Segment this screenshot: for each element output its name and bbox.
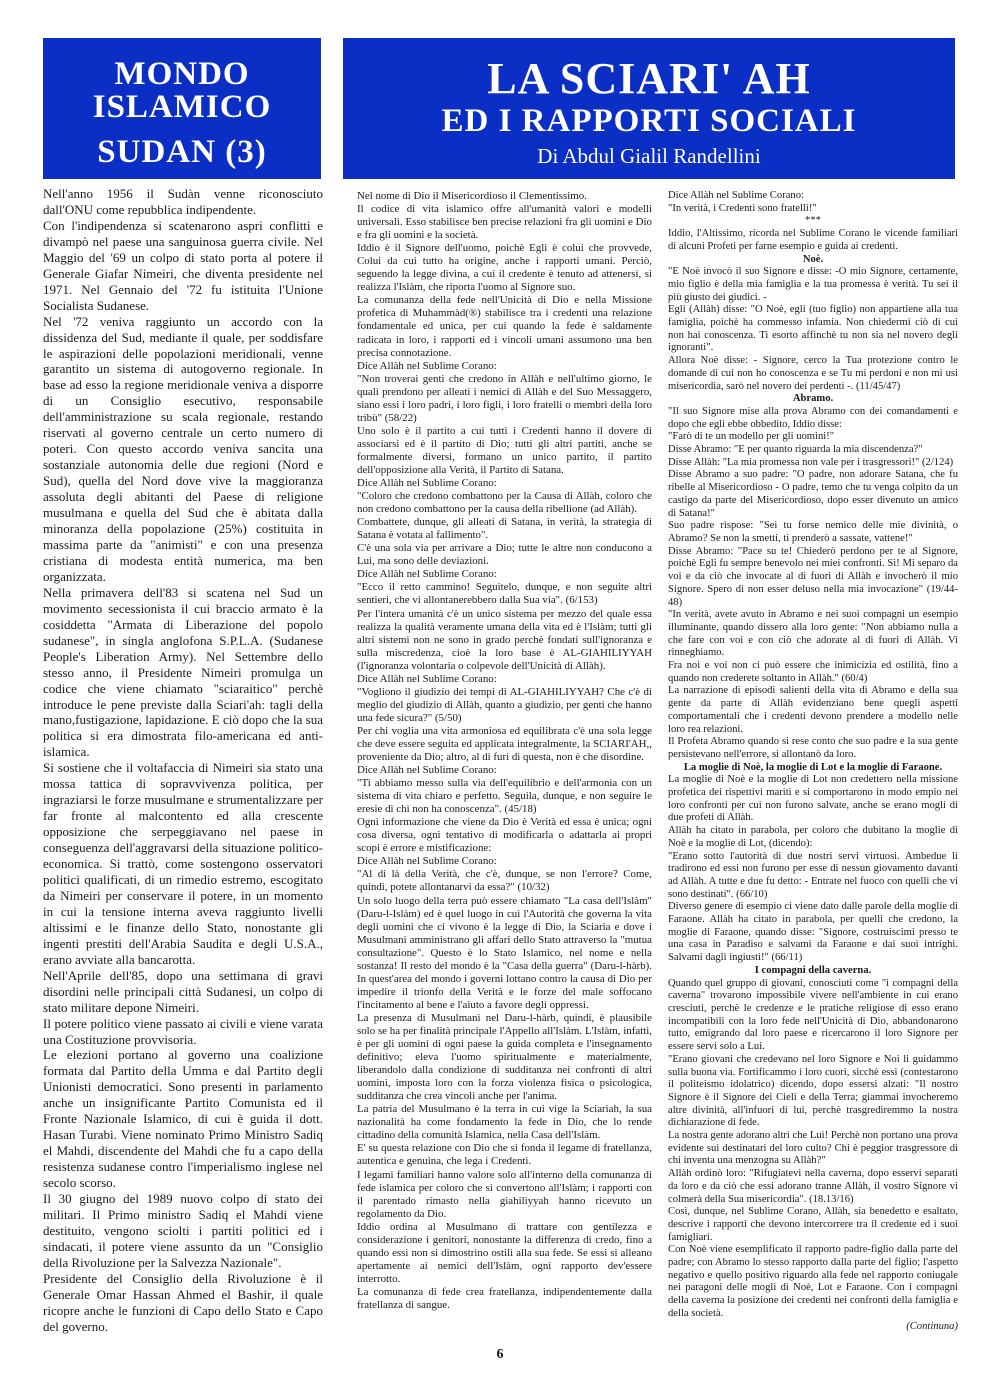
paragraph: Iddio è il Signore dell'uomo, poichè Egli è colui che provvede, Colui da cui tutto ha origine, anche i rapporti umani. Perciò, seguendo la legge divina, a cui il credente è tenuto ad attenersi, si realizza l'Islàm, che riporta l'uomo al Signore suo. [357, 242, 652, 294]
paragraph: Un solo luogo della terra può essere chiamato "La casa dell'Islàm" (Daru-l-Islàm) ed è quel luogo in cui l'Autorità che governa la vita degli uomini che ci vivono è la legge di Dio, la Sciaria e dove i Musulmani amministrano gli affari dello Stato attraverso la "mutua consultazione". Questo è lo Stato Islamico, nel nome e nella sostanza! Il resto del mondo è la "Casa della guerra" (Daru-l-hàrb). In quest'area del mondo i governi lottano contro la causa di Dio per impedire il trionfo della Verità e le forze del male soffocano l'incitamento al bene e l'aiuto a favore degli oppressi. [357, 894, 652, 1011]
paragraph: La patria del Musulmano è la terra in cui vige la Sciariah, la sua nazionalità ha come fondamento la fede in Dio, che lo rende cittadino della comunità Islamica, nella Casa dell'Islàm. [357, 1103, 652, 1142]
paragraph: Dice Allàh nel Sublime Corano: [357, 568, 497, 581]
paragraph: Il Profeta Abramo quando si rese conto che suo padre e la sua gente persistevano nell'errore, si allontanò da loro. [668, 736, 958, 760]
article-subtitle: ED I RAPPORTI SOCIALI [441, 103, 857, 139]
paragraph: Ogni informazione che viene da Dio è Verità ed essa è unica; ogni cosa diversa, ogni tentativo di modificarla o adattarla ai propri scopi è errore e mistificazione: [357, 816, 652, 855]
paragraph: Nell'anno 1956 il Sudàn venne riconosciuto dall'ONU come repubblica indipendente. [43, 186, 323, 217]
sciariah-article-column-1 [357, 190, 652, 1312]
paragraph: "E Noè invocò il suo Signore e disse: -O mio Signore, certamente, mio figlio è della mia famiglia e la tua promessa è verità. Tu sei il più giusto dei giudici. - [668, 266, 958, 303]
paragraph: Così, dunque, nel Sublime Corano, Allàh, sia benedetto e esaltato, descrive i rapporti che devono intercorrere tra il credente ed i suoi famigliari. [668, 1206, 958, 1243]
separator-stars: *** [805, 215, 821, 227]
paragraph: La comunanza della fede nell'Unicità di Dio e nella Missione profetica di Muhammàd(®) stabilisce tra i credenti una relazione fondamentale ed unica, per cui quando la fede è saldamente radicata in loro, i rapporti ed i vincoli umani assumono una ben precisa connotazione. [357, 294, 652, 359]
sciariah-article-column-2 [668, 190, 958, 1333]
article-title: LA SCIARI' AH [487, 54, 811, 103]
subheading-abramo: Abramo. [792, 393, 834, 405]
subheading-noe: Noè. [802, 253, 824, 265]
paragraph: Egli (Allàh) disse: "O Noè, egli (tuo figlio) non appartiene alla tua famiglia, poichè ha commesso infamia. Non chiedermi ciò di cui non hai conoscenza. Ti esorto affinchè tu non sia nel novero degli ignoranti". [668, 304, 958, 354]
paragraph: Il codice di vita islamico offre all'umanità valori e modelli universali. Esso stabilisce ben precise relazioni fra gli uomini e Dio e fra gli uomini e la società. [357, 203, 652, 242]
paragraph: Dice Allàh nel Sublime Corano: [357, 672, 497, 685]
paragraph: "Ecco il retto cammino! Seguitelo, dunque, e non seguite altri sentieri, che vi allontanerebbero dalla Sua via". (6/153) [357, 581, 652, 607]
paragraph: Si sostiene che il voltafaccia di Nimeiri sia stato una mossa tattica di sopravvivenza politica, per ingraziarsi le forze musulmane e strumentalizzare per far fronte al malcontento ed alla crescente opposizione che serpeggiavano nel paese in conseguenza dell'aggravarsi della situazione politico-economica. Si trattò, come sostengono osservatori politici qualificati, di un rimedio estremo, escogitato da Nimeiri per conservare il potere, in un momento in cui la tensione interna aveva raggiunto livelli altissimi e le finanze dello Stato, nonostante gli ingenti prestiti dell'Arabia Saudita e degli U.S.A., erano avviate alla bancarotta. [43, 760, 323, 967]
paragraph: Iddio, l'Altissimo, ricorda nel Sublime Corano le vicende familiari di alcuni Profeti per farne esempio e guida ai credenti. [668, 228, 958, 252]
paragraph: "In verità, avete avuto in Abramo e nei suoi compagni un esempio illuminante, quando dissero alla loro gente: "Non abbiamo nulla a che fare con voi e con ciò che adorate al di fuori di Allàh. Vi rinneghiamo. [668, 609, 958, 659]
paragraph: Quando quel gruppo di giovani, conosciuti come "i compagni della caverna" trovarono impossibile vivere nell'ambiente in cui erano cresciuti, perchè le credenze e le pratiche religiose di esso erano incompatibili con la loro fede nell'Unicità di Dio, abbandonarono tutto, emigrando dal loro paese e ricercarono il loro Signore per essere servi solo a Lui. [668, 977, 958, 1053]
paragraph: Il 30 giugno del 1989 nuovo colpo di stato dei militari. Il Primo ministro Sadiq el Mahdi viene destituito, vengono sciolti i partiti politici ed i sindacati, il potere viene assunto da un "Consiglio della Rivoluzione per la Salvezza Nazionale". [43, 1191, 323, 1270]
paragraph: La presenza di Musulmani nel Daru-l-hàrb, quindi, è plausibile solo se ha per finalità principale l'Appello all'Islàm. L'Islàm, infatti, è per gli uomini di ogni paese la guida completa e l'insegnamento definitivo; eleva l'uomo spiritualmente e materialmente, liberandolo dalla condizione di sudditanza nei confronti di altri uomini, imposta loro con la forza violenza fisica o psicologica, sudditanza che crea vincoli anche per l'anima. [357, 1011, 652, 1103]
paragraph: Presidente del Consiglio della Rivoluzione è il Generale Omar Hassan Ahmed el Bashir, il quale ricopre anche le funzioni di Capo dello Stato e Capo del governo. [43, 1270, 323, 1334]
paragraph: La narrazione di episodi salienti della vita di Abramo e della sua gente da parte di Allàh evidenziano bene quegli aspetti comportamentali che i credenti devono prendere a modello nelle loro rea relazioni. [668, 685, 958, 735]
subheading-caverna: I compagni della caverna. [754, 964, 872, 976]
paragraph: La moglie di Noè e la moglie di Lot non credettero nella missione profetica dei rispettivi mariti e si comportarono in modo empio nei loro confronti per cui non furono salvate, anche se erano mogli di due profeti di Allàh. [668, 774, 958, 824]
paragraph: Dice Allàh nel Sublime Corano: [668, 190, 804, 201]
paragraph: C'è una sola via per arrivare a Dio; tutte le altre non conducono a Lui, ma sono delle deviazioni. [357, 542, 652, 568]
paragraph: Nella primavera dell'83 si scatena nel Sud un movimento secessionista il cui braccio armato è la cosiddetta "Armata di Liberazione del popolo sudanese", in singla anglofona S.P.L.A. (Sudanese People's Liberation Army). Nel Settembre dello stesso anno, il Presidente Nimeiri promulga un codice che viene chiamato "sciaraitico" perchè introduce le pene previste dalla Sciari'ah: tagli della mano,fustigazione, lapidazione. E ciò dopo che la sua politica si era dimostrata filo-americana ed anti-islamica. [43, 584, 323, 760]
paragraph: Combattete, dunque, gli alleati di Satana, in verità, la strategia di Satana è votata al fallimento". [357, 516, 652, 542]
paragraph: Per l'intera umanità c'è un unico sistema per mezzo del quale essa realizza la qualità veramente umana della vita ed è l'Islàm; tutti gli altri sistemi non ne sono in grado perchè fondati sull'ignoranza e sulla miscredenza, cioè la loro base è AL-GIAHILIYYAH (l'ignoranza volontaria o colpevole dell'Unicità di Allàh). [357, 607, 652, 672]
article-banner [343, 38, 955, 179]
paragraph: Disse Abramo: "Pace su te! Chiederò perdono per te al Signore, poichè Egli fu sempre benevolo nei miei confronti. Sì! Mi separo da voi e da ciò che invocate al di fuori di Allàh e invocherò il mio Signore. Spero di non esser deluso nella mia invocazione" (19/44-48) [668, 545, 958, 608]
article-byline: Di Abdul Gialil Randellini [537, 144, 761, 168]
paragraph: I legami familiari hanno valore solo all'interno della comunanza di fede islamica per coloro che si convertono all'Islàm; i rapporti con il parentado rimasto nella giahiliyyah hanno ricevuto un regolamento da Dio. [357, 1168, 652, 1220]
paragraph: Nel '72 veniva raggiunto un accordo con la dissidenza del Sud, mediante il quale, per soddisfare le aspirazioni delle popolazioni meridionali, venne garantito un sistema di autogoverno regionale. In base ad esso la regione meridionale veniva a disporre di un Consiglio esecutivo, responsabile dell'amministrazione su scala regionale, restando riservati al governo centrale un certo numero di poteri. Con questo accordo veniva sancita una sostanziale autonomia delle due regioni (Nord e Sud), quella del Nord dove vive la maggioranza assoluta degli abitanti del Paese di religione musulmana e quella del Sud che è abitata dalla minoranza della popolazione (25%) costituita in massima parte da "animisti" e con una presenza cristiana di modesta entità numerica, ma ben organizzata. [43, 313, 323, 584]
continued-note: (Continuna) [906, 1320, 958, 1332]
paragraph: Disse Allàh: "La mia promessa non vale per i trasgressori!" (2/124) [668, 456, 954, 468]
paragraph: Fra noi e voi non ci può essere che inimicizia ed ostilità, fino a quando non crederete soltanto in Allàh." (60/4) [668, 660, 958, 684]
paragraph: Le elezioni portano al governo una coalizione formata dal Partito della Umma e dal Partito degli Unionisti democratici. Sono presenti in parlamento anche un insignificante Partito Comunista ed il Fronte Nazionale Islamico, di cui è guida il dott. Hasan Turabi. Viene nominato Primo Ministro Sadiq el Mahdi, discendente del Mahdi che fu a capo della resistenza sudanese contro l'imperialismo inglese nel secolo scorso. [43, 1047, 323, 1191]
paragraph: Con l'indipendenza si scatenarono aspri conflitti e divampò nel paese una sanguinosa guerra civile. Nel Maggio del '69 un colpo di stato porta al potere il Generale Giafar Nimeiri, che diventa presidente nel 1971. Nel Gennaio del '72 fu istituita l'Unione Socialista Sudanese. [43, 217, 323, 313]
paragraph: Disse Abramo: "E per quanto riguarda la mia discendenza?" [668, 444, 923, 456]
section-subtitle: SUDAN (3) [97, 134, 267, 170]
section-title-line2: ISLAMICO [92, 89, 272, 125]
paragraph: Dice Allàh nel Sublime Corano: [357, 855, 497, 868]
paragraph: La comunanza di fede crea fratellanza, indipendentemente dalla fratellanza di sangue. [357, 1285, 652, 1311]
paragraph: Nell'Aprile dell'85, dopo una settimana di gravi disordini nelle principali città Sudanesi, un colpo di stato militare depone Nimeiri. [43, 967, 323, 1015]
paragraph: "Al di là della Verità, che c'è, dunque, se non l'errore? Come, quindi, potete allontanarvi da essa?" (10/32) [357, 868, 652, 894]
paragraph: Per chi voglia una vita armoniosa ed equilibrata c'è una sola legge che deve essere seguita ed applicata integralmente, la SCIARI'AH,, proveniente da Dio; altro, al di furi di questa, non è che disordine. [357, 724, 652, 764]
paragraph: Allora Noè disse: - Signore, cerco la Tua protezione contro le domande di cui non ho conoscenza e se Tu mi perdoni e non mi usi misericordia, sarò nel novero dei perdenti -. (11/45/47) [668, 355, 958, 392]
subheading-mogli: La moglie di Noè, la moglie di Lot e la moglie di Faraone. [683, 761, 943, 773]
sudan-article-column [43, 186, 323, 1335]
paragraph: "Vogliono il giudizio dei tempi di AL-GIAHILIYYAH? Che c'è di meglio del giudizio di Allàh, quanto a giudizio, per genti che hanno una fede sicura?" (5/50) [357, 685, 652, 724]
paragraph: Allàh ha citato in parabola, per coloro che dubitano la moglie di Noè e la moglie di Lot, (dicendo): [668, 825, 958, 849]
paragraph: Diverso genere di esempio ci viene dato dalle parole della moglie di Faraone. Allàh ha citato in parabola, per quelli che credono, la moglie di Faraone, quando disse: "Signore, costruiscimi presso te una casa in Paradiso e salvami da Faraone e dai suoi intrighi. Salvami dagli ingiusti!" (66/11) [668, 901, 958, 964]
section-title-line1: MONDO [114, 56, 250, 92]
page-number: 6 [496, 1347, 504, 1362]
paragraph: "Ti abbiamo messo sulla via dell'equilibrio e dell'armonia con un sistema di vita chiaro e perfetto. Seguila, dunque, e non seguire le eresie di chi non ha conoscenza". (45/18) [357, 777, 652, 816]
section-banner [43, 38, 321, 179]
paragraph: Suo padre rispose: "Sei tu forse nemico delle mie divinità, o Abramo? Se non la smetti, ti prenderò a sassate, vattene!" [668, 520, 958, 544]
paragraph: "In verità, i Credenti sono fratelli!" [668, 202, 817, 214]
paragraph: Nel nome di Dio il Misericordioso il Clementissimo. [357, 190, 587, 202]
paragraph: E' su questa relazione con Dio che si fonda il legame di fratellanza, autentica e genuina, che lega i Credenti. [357, 1142, 652, 1168]
paragraph: Allàh ordinò loro: "Rifugiatevi nella caverna, dopo esservi separati da loro e da ciò che essi adorano tranne Allàh, il vostro Signore vi colmerà della Sua misericordia". (18.13/16) [668, 1168, 958, 1205]
paragraph: "Coloro che credono combattono per la Causa di Allàh, coloro che non credono combattono per la causa della ribellione (ad Allàh). [357, 490, 652, 516]
paragraph: Dice Allàh nel Sublime Corano: [357, 359, 497, 372]
paragraph: "Erano giovani che credevano nel loro Signore e Noi li guidammo sulla buona via. Fortificammo i loro cuori, sicchè essi (contestarono il politeismo idolatrico) dicendo, dopo essersi alzati: "Il nostro Signore è il Signore dei Cieli e della Terra; giammai invocheremo altre divinità, all'infuori di lui, perchè trasgrediremmo la nostra dichiarazione di fede. [668, 1053, 958, 1129]
paragraph: Con Noè viene esemplificato il rapporto padre-figlio dalla parte del padre; con Abramo lo stesso rapporto dalla parte del figlio; l'aspetto negativo e quello positivo riguardo alla fede nel rapporto coniugale nei paragoni delle mogli di Noè, Lot e Faraone. Con i compagni della caverna la posizione dei credenti nei confronti della famiglia e della società. [668, 1244, 958, 1319]
paragraph: Il potere politico viene passato ai civili e viene varata una Costituzione provvisoria. [43, 1015, 323, 1047]
paragraph: Dice Allàh nel Sublime Corano: [357, 477, 497, 490]
paragraph: "Erano sotto l'autorità di due nostri servi virtuosi. Ambedue li tradirono ed essi non furono per esse di nessun giovamento davanti ad Allàh. A tutte e due fu detto: - Entrate nel fuoco con quelli che vi sono destinati". (66/10) [668, 850, 958, 900]
paragraph: "Farò di te un modello per gli uomini!" [668, 431, 835, 443]
paragraph: Iddio ordina al Musulmano di trattare con gentilezza e considerazione i genitori, nonostante la differenza di credo, fino a quando essi non si dimostrino ostili alla sua fede. Se essi si alleano apertamente ai nemici dell'Islàm, ogni rapporto dev'essere interrotto. [357, 1220, 652, 1285]
paragraph: Dice Allàh nel Sublime Corano: [357, 764, 497, 777]
paragraph: Uno solo è il partito a cui tutti i Credenti hanno il dovere di associarsi ed è il partito di Dio; tutti gli altri partiti, anche se formalmente diversi, formano un unico partito, il partito dell'opposizione alla Verità, il Partito di Satana. [357, 424, 652, 476]
paragraph: La nostra gente adorano altri che Lui! Perchè non portano una prova evidente sui destinatari del loro culto? Chi è peggior trasgressore di chi inventa una menzogna su Allàh?" [668, 1130, 958, 1167]
paragraph: "Il suo Signore mise alla prova Abramo con dei comandamenti e dopo che egli ebbe obbedito, Iddio disse: [668, 405, 958, 430]
paragraph: Disse Abramo a suo padre: "O padre, non adorare Satana, che fu ribelle al Misericordioso - O padre, temo che tu venga colpito da un castigo da parte del Misericordioso, dopo esser divenuto un amico di Satana!" [668, 469, 958, 519]
paragraph: "Non troverai genti che credono in Allàh e nell'ultimo giorno, le quali prendono per alleati i nemici di Allàh e del Suo Messaggero, siano essi i loro padri, i loro figli, i loro fratelli o membri della loro tribù" (58/22) [357, 372, 652, 424]
